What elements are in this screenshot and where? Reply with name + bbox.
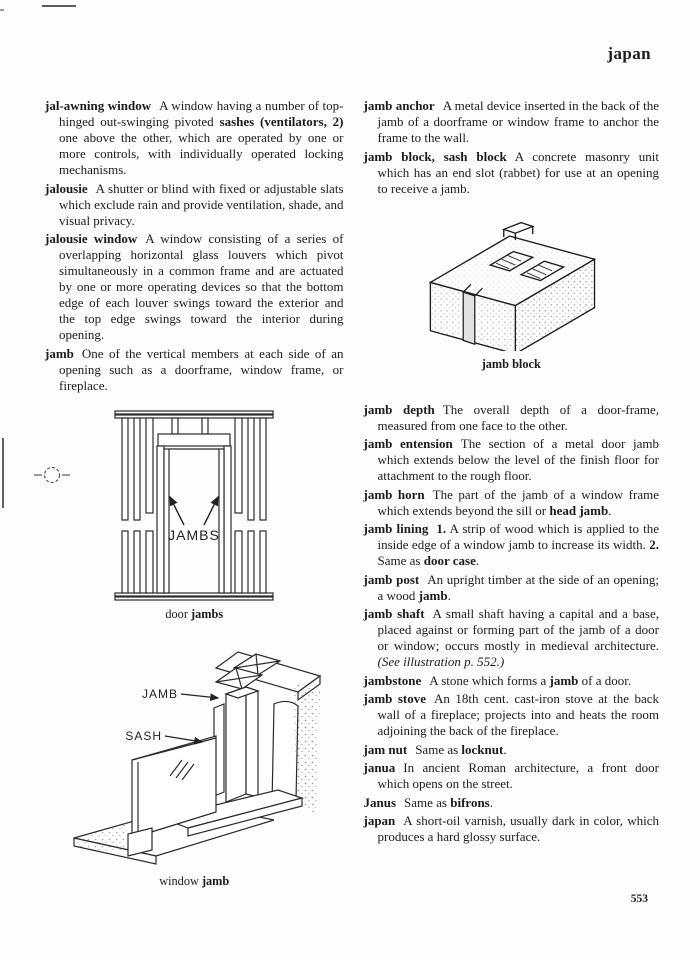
figure-label-jambs: JAMBS <box>168 526 221 543</box>
entry-definition-run: door case <box>423 553 476 568</box>
entry-term: Janus <box>363 794 397 810</box>
left-column <box>45 98 344 889</box>
scan-mark-top <box>42 5 76 7</box>
entry-definition-run: A strip of wood which is applied to the inside edge of a window jamb to increase its width. <box>377 521 659 552</box>
entry-term: jamb shaft <box>363 606 425 621</box>
window-jamb-caption: window jamb <box>159 873 230 888</box>
entry-definition-run: A metal device inserted in the back of the jamb of a doorframe or window frame to anchor the frame to the wall. <box>377 98 659 145</box>
entry-definition-run: A concrete masonry unit which has an end slot (rabbet) for use at an opening to receive a jamb. <box>377 148 660 196</box>
entries-left <box>45 98 344 394</box>
entry-term: jal-awning window <box>45 98 152 113</box>
entry-definition-run: . <box>608 502 612 518</box>
entry-definition-run: Same as <box>404 794 451 810</box>
entry-definition-run: 2. <box>649 537 659 552</box>
entry-term: jamb horn <box>363 486 425 502</box>
entry-definition-run: In ancient Roman architecture, a front door which opens on the street. <box>377 760 659 791</box>
entry-definition-run: A window consisting of a series of overlapping horizontal glass louvers which pivot simultaneously in a common frame and are actuated by one or more operating devices so that the bottom edge of each louver swings toward the exterior and the top edge swings toward the interior during opening. <box>59 231 344 342</box>
entry-definition-run: . <box>447 587 451 603</box>
entry-term: janua <box>363 760 396 775</box>
right-column <box>364 98 660 889</box>
entry-term: jamb lining <box>363 521 429 536</box>
entry-definition-run: A short-oil varnish, usually dark in color, which produces a hard glossy surface. <box>377 813 659 844</box>
dictionary-entry <box>364 691 660 739</box>
entry-definition-run: jamb <box>549 672 579 688</box>
entry-definition-run: An 18th cent. cast-iron stove at the back wall of a fireplace; projects into and heats the room adjoining the back of the fireplace. <box>377 691 659 738</box>
entry-definition-run: The section of a metal door jamb which extends below the level of the finish floor for attachment to the rough floor. <box>377 436 659 483</box>
dictionary-entry <box>364 98 660 146</box>
entry-term: jalousie <box>45 180 88 196</box>
window-jamb-illustration <box>66 642 322 868</box>
dictionary-entry <box>45 181 344 229</box>
entry-definition-run: 1. <box>436 521 447 536</box>
figure-window-jamb <box>45 642 344 889</box>
entry-term: jamb <box>45 345 74 361</box>
entry-definition-run: sashes (ventilators, 2) <box>219 114 344 129</box>
entry-definition-run: one above the other, which are operated by one or more controls, with individually operated locking mechanisms. <box>59 130 344 177</box>
entry-definition-run: head jamb <box>549 502 609 518</box>
entries-right-bottom <box>364 402 660 846</box>
figure-door-jambs <box>45 409 344 622</box>
entry-definition-run: . <box>489 794 493 810</box>
entry-definition-run: The overall depth of a door-frame, measured from one face to the other. <box>377 401 659 433</box>
dictionary-entry <box>364 673 660 689</box>
entry-definition-run: . <box>503 741 507 757</box>
jamb-block-caption: jamb block <box>481 356 541 371</box>
entry-definition-run: A shutter or blind with fixed or adjustable slats which exclude rain and provide ventilation, shade, and visual privacy. <box>59 180 344 228</box>
figure-label-jamb: JAMB <box>142 686 179 701</box>
figure-label-sash: SASH <box>125 728 163 743</box>
entry-term: jalousie window <box>45 231 138 246</box>
door-jambs-illustration <box>114 409 274 601</box>
entry-term: jamb post <box>363 571 420 587</box>
dictionary-entry <box>364 149 660 197</box>
dictionary-entry <box>364 760 660 792</box>
entry-definition-run: A stone which forms a <box>429 672 550 688</box>
page-number: 553 <box>630 893 648 905</box>
entry-term: jamb stove <box>363 691 427 706</box>
dictionary-entry <box>364 606 660 670</box>
door-jambs-caption: door jambs <box>165 606 224 621</box>
dictionary-entry <box>364 795 660 811</box>
entry-definition-run: The part of the jamb of a window frame which extends beyond the sill or <box>377 486 659 518</box>
entry-definition-run: jamb <box>418 587 448 603</box>
dictionary-entry <box>364 742 660 758</box>
entry-definition-run: Same as <box>377 553 424 568</box>
entry-definition-run: An upright timber at the side of an opening; a wood <box>377 571 659 603</box>
entry-definition-run: locknut <box>461 741 504 757</box>
entry-term: jamb block, sash block <box>363 148 507 164</box>
entry-term: jamb entension <box>363 436 453 451</box>
entry-term: jamb anchor <box>363 98 435 113</box>
entry-term: jambstone <box>363 672 422 688</box>
entry-term: jamb depth <box>363 401 435 417</box>
dictionary-entry <box>364 487 660 519</box>
entries-right-top <box>364 98 660 197</box>
scan-mark-left-edge <box>2 438 4 508</box>
dictionary-entry <box>364 402 660 434</box>
dictionary-entry <box>45 98 344 178</box>
entry-term: jam nut <box>363 741 408 757</box>
dictionary-entry <box>45 231 344 343</box>
running-head: japan <box>607 44 651 63</box>
entry-definition-run: . <box>475 553 480 568</box>
entry-definition-run: Same as <box>415 741 462 757</box>
dictionary-entry <box>364 813 660 845</box>
entry-definition-run: bifrons <box>450 794 490 810</box>
entry-definition-run: of a door. <box>578 672 632 688</box>
entry-definition-run: A window having a number of top-hinged out-swinging pivoted <box>59 98 344 129</box>
scan-mark-corner <box>0 9 4 11</box>
jamb-block-illustration <box>416 211 606 351</box>
dictionary-entry <box>45 346 344 394</box>
dictionary-entry <box>364 436 660 484</box>
figure-jamb-block <box>364 211 660 372</box>
entry-term: japan <box>363 813 396 828</box>
dictionary-entry <box>364 521 660 569</box>
dictionary-entry <box>364 572 660 604</box>
two-column-body <box>45 98 659 889</box>
entry-definition-run: A small shaft having a capital and a base, placed against or forming part of the jamb of a door or window; occurs mostly in medieval architecture. <box>377 606 659 653</box>
entry-definition-run: (See illustration p. 552.) <box>377 654 505 669</box>
entry-definition-run: One of the vertical members at each side of an opening such as a doorframe, window frame, or fireplace. <box>59 345 344 393</box>
